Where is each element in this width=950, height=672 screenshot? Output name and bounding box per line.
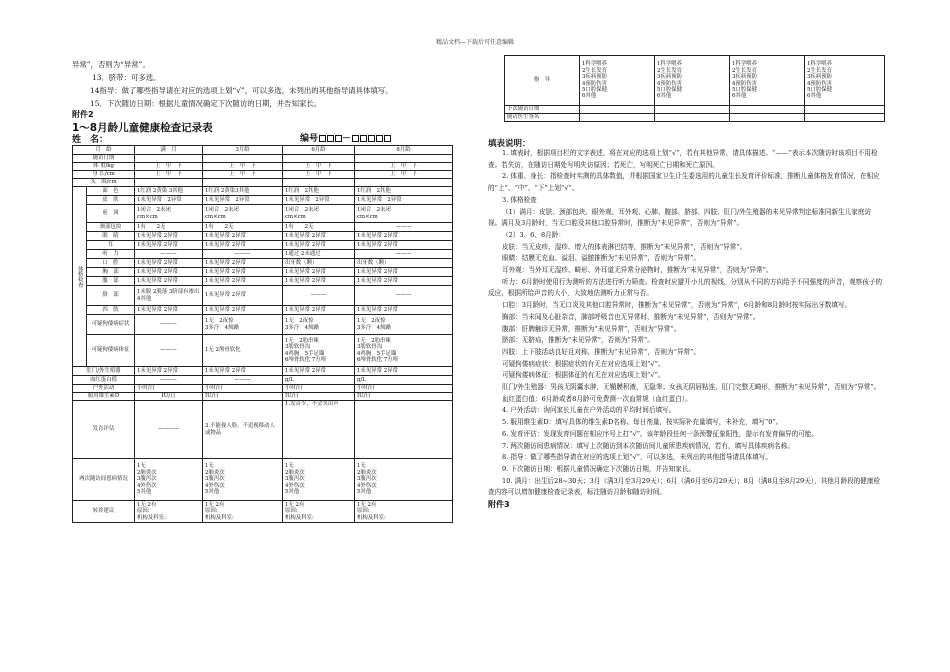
table-cell: 上 中 下 [135,163,203,171]
table-cell [283,179,355,187]
table-cell: 1未见异常 2异常 [355,232,453,241]
table-cell: 1未见异常 2异常 [355,268,453,277]
table-cell: 可疑佝偻病症状 [87,315,135,335]
table-cell: IU/日 [203,393,283,401]
table-cell: 1未见异常 2异常 [355,241,453,250]
table-cell: 1未见异常 2异常 [283,277,355,286]
cell-input[interactable] [805,106,885,114]
table-cell: 1未见异常 2异常 [135,367,203,376]
cell-input[interactable] [203,155,283,163]
table-cell: 1未见异常 2异常 [203,306,283,315]
note-para: 听力：6月龄时使用行为测听的方法进行听力筛查。检查时应避开小儿的视线，分别从不同的方向给予不同强度的声音，观察孩子的反应，根据所给声音的大小，大致地估测听力正常与否。 [488,277,883,298]
table-cell: 1通过 2未通过 [283,250,355,259]
row-label: 随访日期 [73,155,135,163]
note-para: 9. 下次随访日期：根据儿童情况确定下次随访日期，并告知家长。 [502,464,696,473]
table-cell: 上 中 下 [283,163,355,171]
table-cell: 1未见异常 2异常 [355,306,453,315]
note-para: 5. 服用维生素D：填写具体的维生素D名称、每日剂量，按实际补充量填写，未补充，填写“0”。 [502,418,783,427]
table-cell: 1未见异常 2异常 [135,196,203,205]
table-cell: ——— [135,315,203,335]
attachment-label: 附件2 [72,110,94,119]
table-cell: 1未见异常 2异常 [203,241,283,250]
note-para: 肛门/外生殖器：男孩无阴囊水肿，无鞘膜积液，无隐睾；女孩无阴唇粘连，肛门完整无畸形，推断为“未见异常”，否则为“异常”。 [502,383,881,392]
row-label: 身 长/cm [73,171,135,179]
table-cell: 小时/日 [283,385,355,393]
row-label: 体 重/kg [73,163,135,171]
table-cell: 1未见异常 2异常 [355,277,453,286]
text-line: 13．脐带：可多选。 [92,73,161,82]
table-cell: 眼 睛 [87,232,135,241]
cell-input[interactable] [730,106,805,114]
table-cell: 1无 2肺炎次 3腹泻次 4外伤次 5其他 [283,459,355,501]
table-cell: 1未见异常 2异常 [203,196,283,205]
table-cell: 小时/日 [355,385,453,393]
note-para: 脐部：无脐疝，推断为“未见异常”，否则为“异常”。 [502,336,654,345]
attachment-label: 附件3 [488,500,510,510]
table-cell: 3.不能视人脸，不追视移动人或物品 [203,401,283,459]
cell-input[interactable] [355,155,453,163]
table-cell: 1未见异常 2异常 [135,277,203,286]
table-cell: 1未见异常 2异常 [135,268,203,277]
table-cell: 1无 2有 原因: 机构及科室: [135,501,203,523]
table-cell: 1未见异常 2异常 [203,367,283,376]
note-para: 口腔：3月龄时，当无口炎及其他口腔异常时，推断为“未见异常”，否则为“异常”，6月龄和8月龄时按实际出牙数填写。 [502,301,852,310]
table-cell: 1科学喂养 2生长发育 3疾病预防 4预防伤害 5口腔保健 6其他 [730,56,805,106]
table-cell: 1未见异常 2异常 [135,259,203,268]
cell-input[interactable] [805,114,885,122]
note-para: 2. 体重、身长：指检查时实测的具体数值，并根据国家卫生计生委选用的儿童生长发育评价标准，推断儿童体格发育情况，在相应的“上”、“中”、“下”上划“√”。 [488,172,880,193]
table-cell: 腹 部 [87,277,135,286]
table-cell: 1.发音少，不会笑出声 [283,401,355,459]
table-cell: IU/日 [283,393,355,401]
table-cell: 1无 2颅骨软化 [203,335,283,367]
table-cell: 1有 2无 [203,223,283,232]
table-cell [203,179,283,187]
note-para: 7. 两次随访间患病情况：填写上次随访到本次随访间儿童所患疾病情况，若有，填写具体疾病名称。 [502,441,794,450]
table-cell: 颈部包块 [87,223,135,232]
table-cell: ——— [203,250,283,259]
table-cell: 出牙数（颗） [355,259,453,268]
table-cell: 可疑佝偻病体征 [87,335,135,367]
guidance-table [504,55,885,122]
note-para: 耳外观：当外耳无湿疹、畸形、外耳道无异常分泌物时，推断为“未见异常”，否则为“异常”。 [502,266,773,275]
col-header: 3月龄 [203,146,283,155]
note-para: （1）满月：皮肤、颈部包块、眼外观、耳外观、心肺、腹部、脐部、四肢、肛门/外生殖器的未见异常判定标准同新生儿家庭访视。满月及3月龄时，当无口腔及其他口腔异常时，推断为“未见异常”，否则为“异常”。 [488,207,872,228]
table-cell: 户外活动 [73,385,135,393]
table-cell: 1无 2肺炎次 3腹泻次 4外伤次 5其他 [203,459,283,501]
text-line: 异常”，否则为“异常”。 [72,60,150,69]
table-cell: 上 中 下 [355,163,453,171]
table-cell: 小时/日 [135,385,203,393]
table-cell: 面 色 [87,187,135,196]
cell-input[interactable] [135,155,203,163]
table-cell: 服用维生素D [73,393,135,401]
table-cell: 1无 2肋串珠 3肋软骨沟 4鸡胸 5手足镯 6颅骨软化 7方颅 [283,335,355,367]
table-cell: g/L [355,376,453,385]
table-cell: 皮 肤 [87,196,135,205]
cell-input[interactable] [580,114,655,122]
table-cell: 1无 2肺炎次 3腹泻次 4外伤次 5其他 [355,459,453,501]
row-label: 指 导 [505,56,580,106]
table-cell: 1科学喂养 2生长发育 3疾病预防 4预防伤害 5口腔保健 6其他 [805,56,885,106]
table-cell: 1闭合 2未闭 cm×cm [135,205,203,223]
table-cell: 1未脱 2脱落 3脐部有渗出 4其他 [135,286,203,306]
notes-title: 填表说明： [488,139,531,149]
table-cell: 1无 2有 原因: 机构及科室: [283,501,355,523]
table-cell: 1有 2无 [135,223,203,232]
table-cell: ——— [355,250,453,259]
note-para: 8. 指导：做了哪些指导请在对应的选项上划“√”，可以多选，未列出的其他指导请具体填写。 [502,453,772,462]
table-cell: 1未见异常 2异常 [283,306,355,315]
table-cell: 1闭合 2未闭 cm×cm [355,205,453,223]
table-cell: 1无 2肺炎次 3腹泻次 4外伤次 5其他 [135,459,203,501]
table-cell [355,401,453,459]
table-cell: 1未见异常 2异常 [355,196,453,205]
col-header: 8月龄 [355,146,453,155]
table-cell: ——— [355,286,453,306]
row-label: 下次随访日期 [505,106,580,114]
col-header: 6月龄 [283,146,355,155]
table-cell: 1无 2有 原因: 机构及科室: [355,501,453,523]
notes-body [488,148,884,511]
table-cell: 出牙数（颗） [283,259,355,268]
col-header: 月 龄 [73,146,135,155]
table-cell: 1有 2无 [283,223,355,232]
table-cell: 两次随访间患病情况 [73,459,135,501]
table-cell: 前 囟 [87,205,135,223]
table-cell: 小时/日 [203,385,283,393]
table-cell: 发育评估 [73,401,135,459]
table-cell: 1红润 2其他 [283,187,355,196]
note-para: 眼睛：结膜无充血、溢泪、溢脓推断为“未见异常”，否则为“异常”。 [502,254,701,263]
table-cell: 四 肢 [87,306,135,315]
cell-input[interactable] [655,114,730,122]
table-cell: 1无 2夜惊 3多汗 4烦躁 [355,315,453,335]
table-cell: IU/日 [135,393,203,401]
table-cell: 听 力 [87,250,135,259]
table-cell: 上 中 下 [203,171,283,179]
table-cell: 1无 2夜惊 3多汗 4烦躁 [203,315,283,335]
table-cell: IU/日 [355,393,453,401]
table-cell: 胸 部 [87,268,135,277]
note-para: 3. 体格检查 [502,195,537,204]
table-cell: 1科学喂养 2生长发育 3疾病预防 4预防伤害 5口腔保健 6其他 [655,56,730,106]
table-cell: 1未见异常 2异常 [135,241,203,250]
table-cell: 1未见异常 2异常 [283,367,355,376]
note-para: 4. 户外活动：询问家长儿童在户外活动的平均时间后填写。 [502,406,676,415]
table-cell: 1未见异常 2异常 [283,232,355,241]
table-cell: 1未见异常 2异常 [283,268,355,277]
note-para: 10. 满月：出生后28~30天；3月（满3月至3月29天）；6月（满6月至6月29天）；8月（满8月至8月29天），其他月龄段的健康检查内容可以增加健康检查记录表，标注随访月龄和随访时间。 [488,476,881,497]
exam-record-table [72,145,453,523]
table-cell: 1无 2有 原因: 机构及科室: [203,501,283,523]
cell-input[interactable] [655,106,730,114]
table-cell: 1红润 2其他 [355,187,453,196]
table-cell: 1闭合 2未闭 cm×cm [283,205,355,223]
cell-input[interactable] [283,155,355,163]
table-cell: 1未见异常 2异常 [203,286,283,306]
note-para: 血红蛋白值：6月龄或者8月龄可免费测一次血常规（血红蛋白）。 [502,394,692,403]
table-cell: 1未见异常 2异常 [203,268,283,277]
table-cell: 口 腔 [87,259,135,268]
table-cell: 转诊建议 [73,501,135,523]
table-cell: 1闭合 2未闭 cm×cm [203,205,283,223]
table-cell: ——— [135,376,203,385]
table-cell: ——— [135,250,203,259]
table-cell: ——— [203,376,283,385]
table-cell: 肛门/外生殖器 [73,367,135,376]
note-para: 皮肤：当无皮疹、湿疹、增大的体表淋巴结等，推断为“未见异常”，否则为“异常”。 [502,242,747,251]
note-para: 四肢：上下肢活动良好且对称，推断为“未见异常”，否则为“异常”。 [502,347,701,356]
col-header: 满 月 [135,146,203,155]
table-cell: ———— [135,401,203,459]
number-label: 编号 － [300,134,391,144]
table-cell: 1未见异常 2异常 [355,367,453,376]
table-cell: 1未见异常 2异常 [283,196,355,205]
table-cell: ——— [135,335,203,367]
table-cell: 1未见异常 2异常 [203,259,283,268]
note-para: 可疑佝偻病体征：根据体征的有无在对应选项上划“√”。 [502,371,665,380]
table-cell: 1未见异常 2异常 [283,241,355,250]
table-cell: 1红润 2黄染 3其他 [135,187,203,196]
table-cell: 1未见异常 2异常 [135,306,203,315]
note-para: 6. 发育评估：发现发育问题在相应序号上打“√”。该年龄段任何一条预警征象阳性，提示有发育偏异的可能。 [502,429,819,438]
table-cell: 血红蛋白值 [73,376,135,385]
table-cell [355,179,453,187]
table-cell: 1未见异常 2异常 [203,232,283,241]
cell-input[interactable] [580,106,655,114]
table-cell: 上 中 下 [283,171,355,179]
note-para: （2）3、6、8月龄： [502,230,565,239]
table-cell: 1无 2肋串珠 3肋软骨沟 4鸡胸 5手足镯 6颅骨软化 7方颅 [355,335,453,367]
note-para: 腹部：肝脾触诊无异常，推断为“未见异常”，否则为“异常”。 [502,324,681,333]
table-cell: 上 中 下 [355,171,453,179]
table-cell: 1无 2夜惊 3多汗 4烦躁 [283,315,355,335]
group-label: 体格检查 [73,187,87,367]
table-cell: 1未见异常 2异常 [203,277,283,286]
table-cell: g/L [283,376,355,385]
note-para: 胸部：当未闻及心脏杂音，肺部呼吸音也无异常时，推断为“未见异常”，否则为“异常”。 [502,312,760,321]
form-title: 1～8月龄儿童健康检查记录表 [72,122,213,134]
note-para: 可疑佝偻病症状：根据症状的有无在对应选项上划“√”。 [502,359,665,368]
table-cell: 1科学喂养 2生长发育 3疾病预防 4预防伤害 5口腔保健 6其他 [580,56,655,106]
table-cell: 耳 [87,241,135,250]
text-line: 15．下次随访日期：根据儿童情况确定下次随访的日期，并告知家长。 [90,99,322,108]
page-header: 精品文档---下载后可任意编辑 [435,39,515,46]
table-cell: ——— [355,223,453,232]
table-cell: 上 中 下 [135,171,203,179]
table-cell [135,179,203,187]
row-label: 头 围/cm [73,179,135,187]
text-line: 14指导：做了哪些指导请在对应的选项上划“√”，可以多选，未列出的其他指导请具体填写。 [90,86,393,95]
table-cell: 上 中 下 [203,163,283,171]
note-para: 1. 填表时，根据项目栏的文字表述，将在对应的选项上划“√”，若有其他异常，请具体描述。“——”表示本次随访时该项目不用检查。若失访，在随访日期处写明失访原因；若死亡，写明死亡日期和死亡原因。 [488,149,878,169]
table-cell: 脐 部 [87,286,135,306]
row-label: 随访医生签名 [505,114,580,122]
table-cell: ——— [283,286,355,306]
table-cell: 1未见异常 2异常 [135,232,203,241]
name-label: 姓 名： [72,135,109,145]
cell-input[interactable] [730,114,805,122]
table-cell: 1红润 2黄染3其他 [203,187,283,196]
